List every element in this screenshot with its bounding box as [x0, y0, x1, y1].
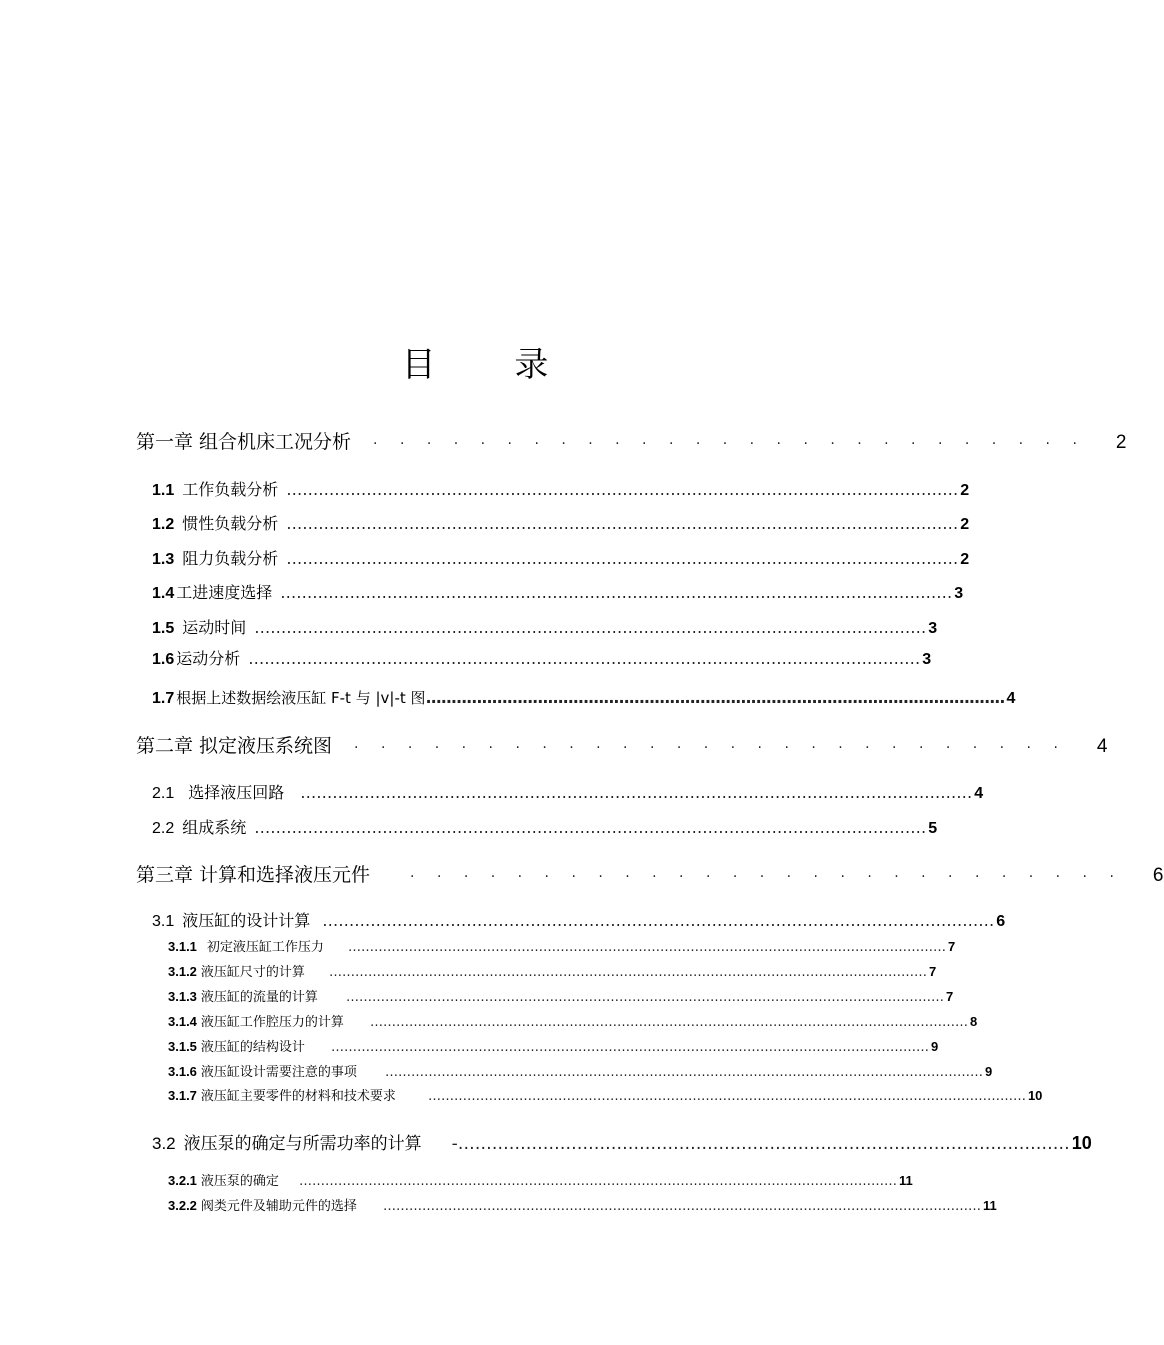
leader-dots: ……………………………………………………………………………………………………………… — [254, 818, 927, 837]
toc-entry-chapter-2[interactable] — [136, 731, 1108, 759]
toc-entry-3-2[interactable] — [152, 1129, 1092, 1155]
leader-dots: ………………………………………………………………………………………………………………………… — [382, 1199, 981, 1214]
toc-entry-2-2[interactable] — [152, 815, 938, 839]
entry-page: 9 — [930, 1039, 939, 1054]
entry-number: 3.1.3 — [168, 989, 197, 1004]
entry-page: 2 — [960, 482, 970, 499]
entry-number: 3.1.1 — [168, 939, 197, 954]
entry-page: 6 — [996, 913, 1006, 930]
toc-entry-1-1[interactable] — [152, 477, 970, 501]
leader-dots: ………………………………………………………………………………………………………………………… — [427, 1089, 1026, 1104]
toc-entry-3-1-6[interactable] — [168, 1061, 993, 1081]
entry-page: 3 — [928, 620, 938, 637]
toc-entry-3-2-1[interactable] — [168, 1170, 913, 1190]
toc-entry-3-1-5[interactable] — [168, 1036, 939, 1056]
entry-title: 阻力负载分析 — [182, 549, 279, 568]
leader-dots: ………………………………………………………………………………………………………………………… — [330, 1040, 929, 1055]
entry-title: 液压缸工作腔压力的计算 — [200, 1015, 344, 1030]
toc-entry-chapter-1[interactable] — [136, 427, 1127, 455]
entry-title: 运动时间 — [182, 618, 247, 637]
leader-dots: ………………………………………………………………………………………………………………………… — [328, 965, 927, 980]
entry-title: 第三章 计算和选择液压元件 — [136, 864, 371, 886]
entry-title: 工作负载分析 — [182, 480, 279, 499]
entry-page: 2 — [1115, 432, 1127, 453]
entry-page: 2 — [960, 551, 970, 568]
leader-dots: ………………………………………………………………………………………………………………………… — [298, 1174, 897, 1189]
entry-title: 阀类元件及辅助元件的选择 — [200, 1199, 357, 1214]
entry-number: 1.3 — [152, 551, 175, 568]
entry-page: 10 — [1027, 1088, 1043, 1103]
entry-number: 1.7 — [152, 690, 175, 707]
entry-page: 6 — [1152, 865, 1164, 886]
toc-entry-1-2[interactable] — [152, 511, 970, 535]
toc-entry-3-1-7[interactable] — [168, 1085, 1043, 1105]
entry-number: 3.2 — [152, 1134, 176, 1153]
entry-title: 第二章 拟定液压系统图 — [136, 735, 333, 757]
toc-entry-3-1-3[interactable] — [168, 986, 954, 1006]
entry-number: 3.2.1 — [168, 1173, 197, 1188]
leader-dots: ……………………………………………………………………………………………………………… — [280, 583, 953, 602]
toc-entry-2-1[interactable] — [152, 780, 984, 804]
entry-page: 10 — [1071, 1133, 1092, 1153]
entry-page: 11 — [982, 1198, 997, 1213]
entry-title: 液压缸的结构设计 — [200, 1040, 305, 1055]
entry-number: 3.1.6 — [168, 1064, 197, 1079]
leader-dots: ………………………………………………………………………………………………………………………… — [369, 1015, 968, 1030]
entry-number: 1.2 — [152, 516, 175, 533]
entry-page: 2 — [960, 516, 970, 533]
entry-title: 液压缸的设计计算 — [182, 911, 311, 930]
entry-number: 3.1 — [152, 913, 175, 930]
entry-page: 11 — [898, 1173, 913, 1188]
entry-title: 惯性负载分析 — [182, 514, 279, 533]
leader-dots: ……………………………………………………………………………………………………………… — [286, 480, 959, 499]
entry-page: 4 — [974, 785, 984, 802]
leader-dots: .................................................................................................................. — [425, 688, 1005, 707]
entry-title: 液压缸尺寸的计算 — [200, 965, 305, 980]
entry-title: 第一章 组合机床工况分析 — [136, 431, 352, 453]
entry-title: 选择液压回路 — [188, 783, 285, 802]
entry-page: 8 — [969, 1014, 978, 1029]
leader-dots: · · · · · · · · · · · · · · · · · · · · · · · · · · · — [373, 436, 1086, 452]
entry-page: 7 — [928, 964, 937, 979]
entry-number: 3.1.2 — [168, 964, 197, 979]
entry-number: 1.6 — [152, 651, 175, 668]
entry-title: 液压缸主要零件的材料和技术要求 — [200, 1089, 396, 1104]
entry-title: 液压泵的确定与所需功率的计算 — [183, 1134, 422, 1154]
toc-entry-3-1[interactable] — [152, 908, 1006, 932]
entry-page: 4 — [1006, 690, 1016, 707]
entry-page: 5 — [928, 820, 938, 837]
entry-page: 4 — [1096, 736, 1108, 757]
entry-title: 工进速度选择 — [176, 583, 273, 602]
entry-page: 3 — [922, 651, 932, 668]
leader-dots: ……………………………………………………………………………………………………………… — [300, 783, 973, 802]
entry-number: 2.1 — [152, 785, 175, 802]
entry-number: 1.4 — [152, 585, 175, 602]
toc-entry-1-5[interactable] — [152, 615, 938, 639]
leader-dots: ………………………………………………………………………………………………………………………… — [347, 940, 946, 955]
entry-title: 运动分析 — [176, 649, 241, 668]
toc-title: 目 录 — [401, 345, 583, 385]
leader-dots: ……………………………………………………………………………………………………………… — [322, 911, 995, 930]
entry-title: 液压缸的流量的计算 — [200, 990, 318, 1005]
entry-number: 1.1 — [152, 482, 175, 499]
toc-entry-1-7[interactable] — [152, 687, 1016, 711]
entry-number: 3.2.2 — [168, 1198, 197, 1213]
leader-dots: ………………………………………………………………………………………………………………………… — [345, 990, 944, 1005]
entry-title: 初定液压缸工作压力 — [206, 940, 324, 955]
leader-dots: -……………………………………………………………………………………………… — [451, 1134, 1070, 1154]
entry-title: 液压缸设计需要注意的事项 — [200, 1065, 357, 1080]
leader-dots: ……………………………………………………………………………………………………………… — [254, 618, 927, 637]
toc-entry-3-2-2[interactable] — [168, 1195, 997, 1215]
entry-number: 3.1.5 — [168, 1039, 197, 1054]
leader-dots: ………………………………………………………………………………………………………………………… — [384, 1065, 983, 1080]
entry-number: 3.1.4 — [168, 1014, 197, 1029]
entry-number: 3.1.7 — [168, 1088, 197, 1103]
entry-number: 1.5 — [152, 620, 175, 637]
toc-entry-3-1-4[interactable] — [168, 1011, 978, 1031]
toc-entry-3-1-1[interactable] — [168, 936, 956, 956]
entry-number: 2.2 — [152, 820, 175, 837]
entry-title: 液压泵的确定 — [200, 1174, 279, 1189]
entry-page: 7 — [947, 939, 956, 954]
entry-title: 组成系统 — [182, 818, 247, 837]
entry-title: 根据上述数据绘液压缸 F-t 与 |v|-t 图 — [176, 689, 426, 707]
toc-entry-3-1-2[interactable] — [168, 961, 937, 981]
leader-dots: · · · · · · · · · · · · · · · · · · · · · · · · · · · — [354, 740, 1067, 756]
leader-dots: ……………………………………………………………………………………………………………… — [286, 514, 959, 533]
toc-entry-1-4[interactable] — [152, 580, 964, 604]
leader-dots: ……………………………………………………………………………………………………………… — [248, 649, 921, 668]
leader-dots: · · · · · · · · · · · · · · · · · · · · · · · · · · · — [410, 869, 1123, 885]
entry-page: 7 — [945, 989, 954, 1004]
entry-page: 9 — [984, 1064, 993, 1079]
entry-page: 3 — [954, 585, 964, 602]
toc-entry-1-6[interactable] — [152, 646, 932, 670]
toc-entry-chapter-3[interactable] — [136, 860, 1164, 888]
toc-entry-1-3[interactable] — [152, 546, 970, 570]
leader-dots: ……………………………………………………………………………………………………………… — [286, 549, 959, 568]
